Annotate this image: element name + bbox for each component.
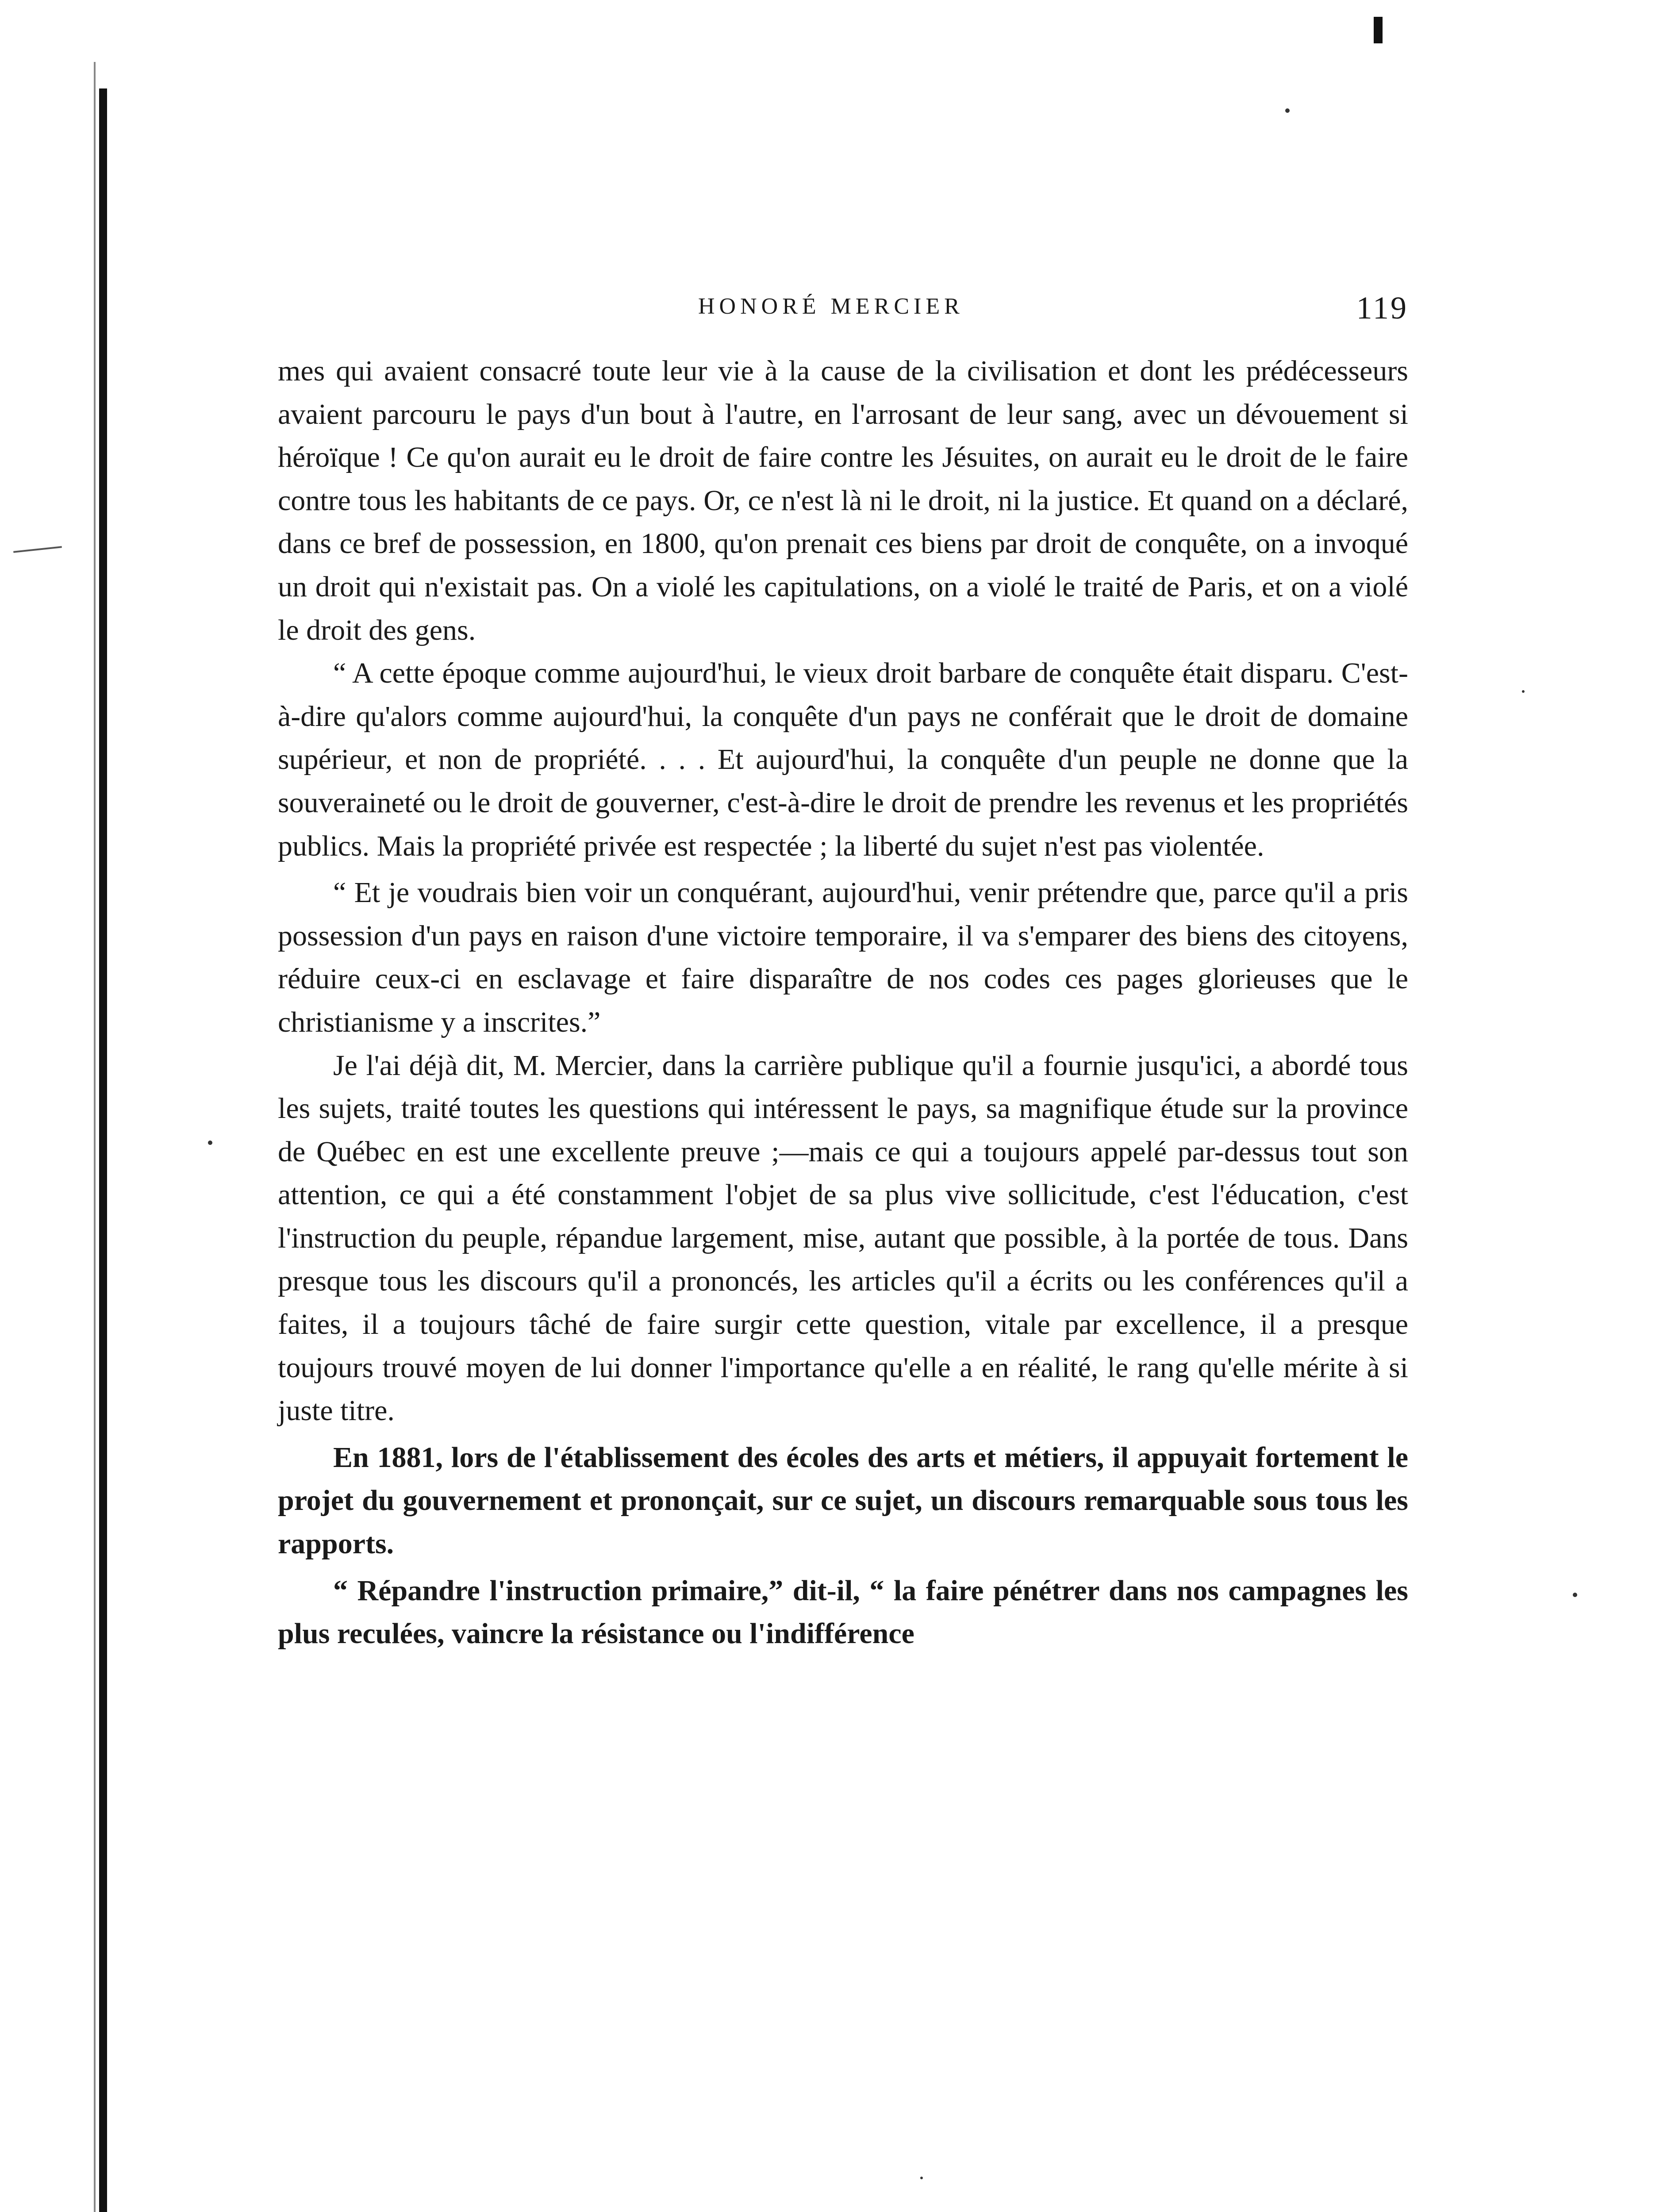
running-title: HONORÉ MERCIER <box>698 294 964 319</box>
paragraph: “ Et je voudrais bien voir un conquérant, aujourd'hui, venir prétendre que, parce qu'il a pris possession d'un pays en raison d'une victoire temporaire, il va s'emparer des biens des citoyens, réduire ceux-ci en esclavage et faire disparaître de nos codes ces pages glorieuses que le christianisme y a inscrites.” <box>278 876 1408 1038</box>
binding-edge <box>99 88 107 2212</box>
page-number: 119 <box>1356 290 1408 326</box>
scan-mark <box>1374 17 1383 43</box>
scan-speck <box>1573 1593 1577 1597</box>
paragraph: “ A cette époque comme aujourd'hui, le vieux droit barbare de conquête était disparu. C'est-à-dire qu'alors comme aujourd'hui, la conquête d'un pays ne conférait que le droit de domaine supérieur, et non de propriété. . . . Et aujourd'hui, la conquête d'un peuple ne donne que la souveraineté ou le droit de gouverner, c'est-à-dire le droit de prendre les revenus et les propriétés publics. Mais la propriété privée est respectée ; la liberté du sujet n'est pas violentée. <box>278 657 1408 862</box>
paragraph: mes qui avaient consacré toute leur vie à la cause de la civilisation et dont les prédécesseurs avaient parcouru le pays d'un bout à l'autre, en l'arrosant de leur sang, avec un dévouement si héroïque ! Ce qu'on aurait eu le droit de faire contre les Jésuites, on aurait eu le droit de le faire contre tous les habitants de ce pays. Or, ce n'est là ni le droit, ni la justice. Et quand on a déclaré, dans ce bref de possession, en 1800, qu'on prenait ces biens par droit de conquête, on a invoqué un droit qui n'existait pas. On a violé les capitulations, on a violé le traité de Paris, et on a violé le droit des gens. <box>278 355 1408 646</box>
scan-speck <box>920 2177 923 2179</box>
scan-speck <box>208 1141 212 1145</box>
binding-edge-shadow <box>94 62 96 2212</box>
paragraph: En 1881, lors de l'établissement des écoles des arts et métiers, il appuyait fortement le projet du gouvernement et prononçait, sur ce sujet, un discours remarquable sous tous les rapports. <box>278 1441 1408 1560</box>
scan-speck <box>1522 690 1525 693</box>
page-body <box>278 349 1408 1655</box>
paragraph: “ Répandre l'instruction primaire,” dit-il, “ la faire pénétrer dans nos campagnes les plus reculées, vaincre la résistance ou l'indifférence <box>278 1574 1408 1650</box>
scan-speck <box>1285 108 1290 113</box>
margin-mark <box>13 546 62 553</box>
paragraph: Je l'ai déjà dit, M. Mercier, dans la carrière publique qu'il a fournie jusqu'ici, a abordé tous les sujets, traité toutes les questions qui intéressent le pays, sa magnifique étude sur la province de Québec en est une excellente preuve ;—mais ce qui a toujours appelé par-dessus tout son attention, ce qui a été constamment l'objet de sa plus vive sollicitude, c'est l'éducation, c'est l'instruction du peuple, répandue largement, mise, autant que possible, à la portée de tous. Dans presque tous les discours qu'il a prononcés, les articles qu'il a écrits ou les conférences qu'il a faites, il a toujours tâché de faire surgir cette question, vitale par excellence, il a presque toujours trouvé moyen de lui donner l'importance qu'elle a en réalité, le rang qu'elle mérite à si juste titre. <box>278 1049 1408 1427</box>
page-header <box>278 290 1408 330</box>
